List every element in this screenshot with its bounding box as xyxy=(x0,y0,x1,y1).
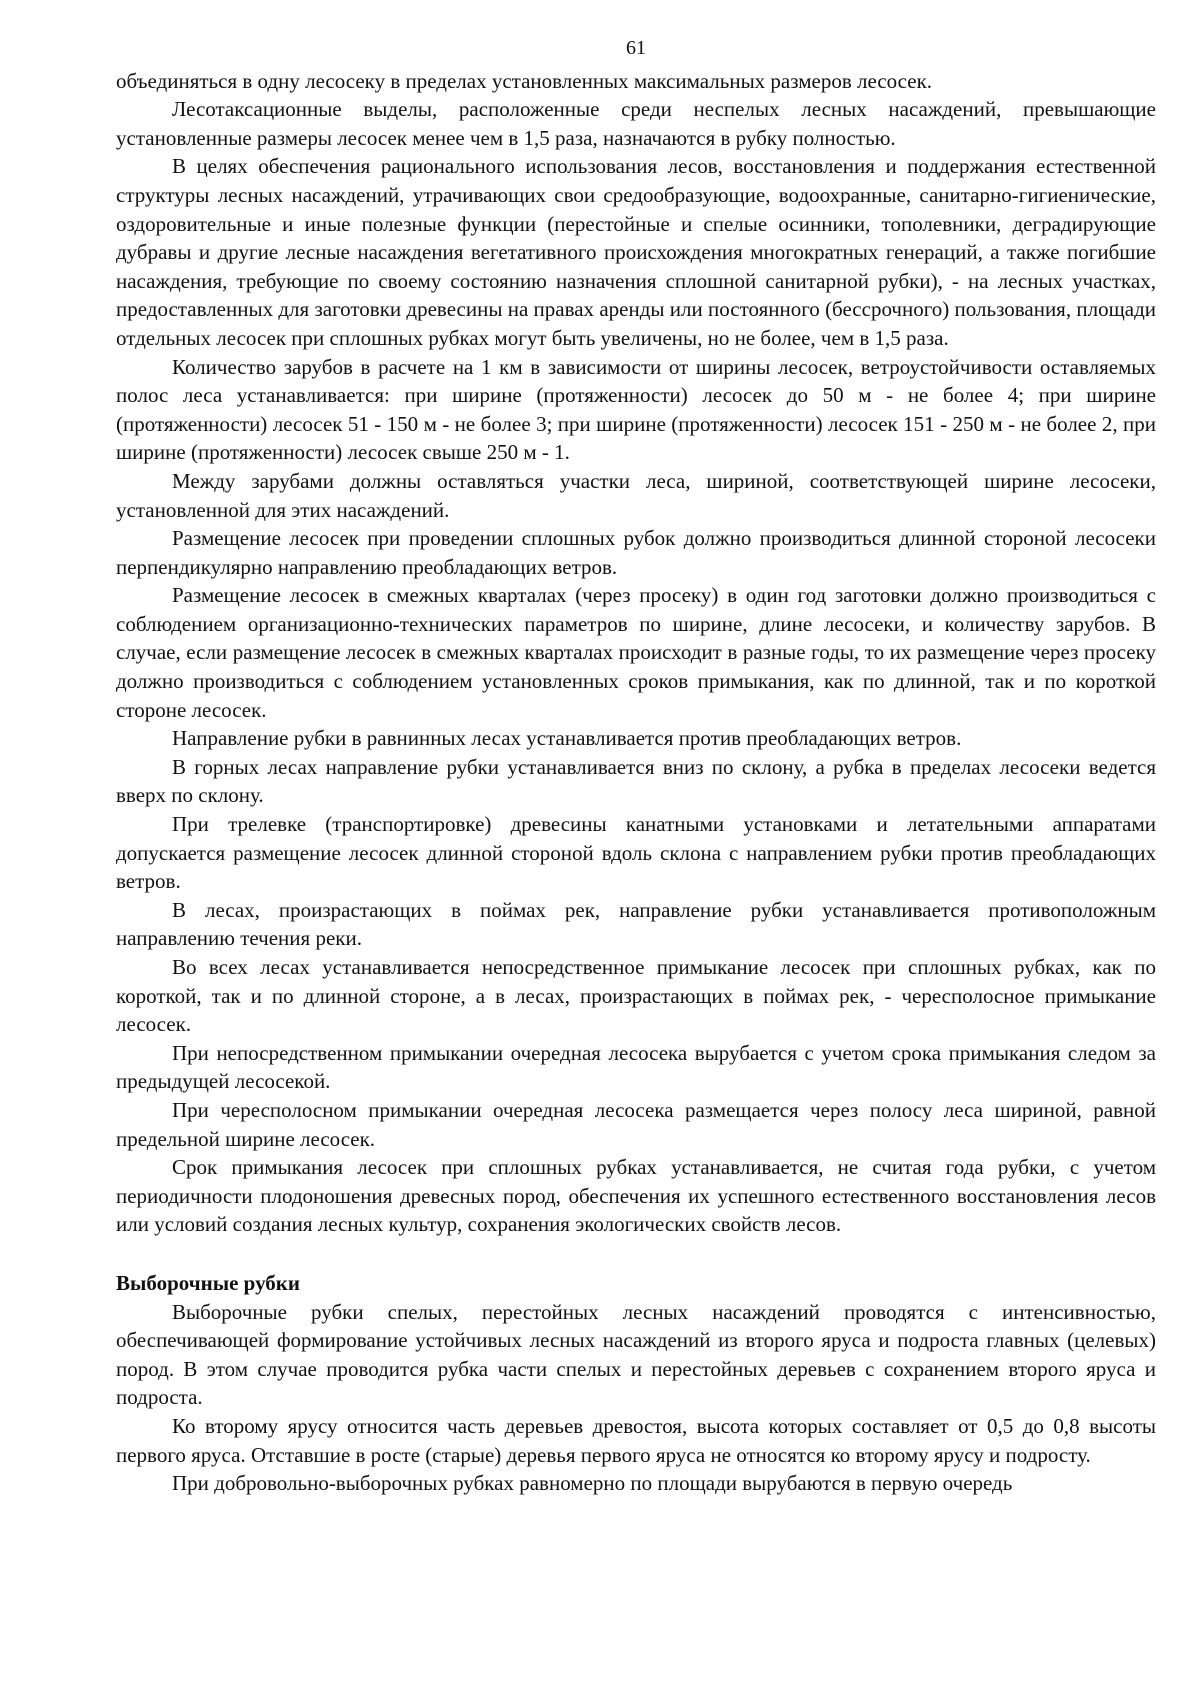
paragraph: Размещение лесосек в смежных кварталах (через просеку) в один год заготовки должно производиться с соблюдением организационно-технических параметров по ширине, длине лесосеки, и количеству зарубов. В случае, если размещение лесосек в смежных кварталах происходит в разные годы, то их размещение через просеку должно производиться с соблюдением установленных сроков примыкания, как по длинной, так и по короткой стороне лесосек. xyxy=(116,583,1156,722)
section-heading: Выборочные рубки xyxy=(116,1270,300,1295)
paragraph: При чересполосном примыкании очередная лесосека размещается через полосу леса шириной, равной предельной ширине лесосек. xyxy=(116,1097,1156,1151)
section-body-1 xyxy=(116,67,1156,1239)
paragraph: Во всех лесах устанавливается непосредственное примыкание лесосек при сплошных рубках, как по короткой, так и по длинной стороне, а в лесах, произрастающих в поймах рек, - чересполосное примыкание лесосек. xyxy=(116,955,1156,1037)
paragraph: Лесотаксационные выделы, расположенные среди неспелых лесных насаждений, превышающие установленные размеры лесосек менее чем в 1,5 раза, назначаются в рубку полностью. xyxy=(116,97,1156,150)
paragraph: Ко второму ярусу относится часть деревьев древостоя, высота которых составляет от 0,5 до 0,8 высоты первого яруса. Отставшие в росте (старые) деревья первого яруса не относятся ко второму ярусу и подросту. xyxy=(116,1413,1156,1467)
paragraph: объединяться в одну лесосеку в пределах установленных максимальных размеров лесосек. xyxy=(116,68,933,93)
paragraph: При трелевке (транспортировке) древесины канатными установками и летательными аппаратами допускается размещение лесосек длинной стороной вдоль склона с направлением рубки против преобладающих ветров. xyxy=(116,812,1156,894)
section-body-2 xyxy=(116,1298,1156,1498)
paragraph: Направление рубки в равнинных лесах устанавливается против преобладающих ветров. xyxy=(172,726,962,751)
page-number: 61 xyxy=(626,37,646,59)
paragraph: В горных лесах направление рубки устанавливается вниз по склону, а рубка в пределах лесосеки ведется вверх по склону. xyxy=(116,754,1156,808)
paragraph: При непосредственном примыкании очередная лесосека вырубается с учетом срока примыкания следом за предыдущей лесосекой. xyxy=(116,1040,1156,1094)
paragraph: В лесах, произрастающих в поймах рек, направление рубки устанавливается противоположным направлению течения реки. xyxy=(116,897,1156,951)
document-page xyxy=(116,34,1156,1498)
paragraph: Выборочные рубки спелых, перестойных лесных насаждений проводятся с интенсивностью, обеспечивающей формирование устойчивых лесных насаждений из второго яруса и подроста главных (целевых) пород. В этом случае проводится рубка части спелых и перестойных деревьев с сохранением второго яруса и подроста. xyxy=(116,1299,1156,1410)
paragraph: Размещение лесосек при проведении сплошных рубок должно производиться длинной стороной лесосеки перпендикулярно направлению преобладающих ветров. xyxy=(116,526,1156,579)
paragraph: В целях обеспечения рационального использования лесов, восстановления и поддержания естественной структуры лесных насаждений, утрачивающих свои средообразующие, водоохранные, санитарно-гигиенические, оздоровительные и иные полезные функции (перестойные и спелые осинники, тополевники, деградирующие дубравы и другие лесные насаждения вегетативного происхождения многократных генераций, а также погибшие насаждения, требующие по своему состоянию назначения сплошной санитарной рубки), - на лесных участках, предоставленных для заготовки древесины на правах аренды или постоянного (бессрочного) пользования, площади отдельных лесосек при сплошных рубках могут быть увеличены, но не более, чем в 1,5 раза. xyxy=(116,154,1156,350)
paragraph: Между зарубами должны оставляться участки леса, шириной, соответствующей ширине лесосеки, установленной для этих насаждений. xyxy=(116,468,1156,522)
paragraph: Срок примыкания лесосек при сплошных рубках устанавливается, не считая года рубки, с учетом периодичности плодоношения древесных пород, обеспечения их успешного естественного восстановления лесов или условий создания лесных культур, сохранения экологических свойств лесов. xyxy=(116,1155,1156,1237)
paragraph: Количество зарубов в расчете на 1 км в зависимости от ширины лесосек, ветроустойчивости оставляемых полос леса устанавливается: при ширине (протяженности) лесосек до 50 м - не более 4; при ширине (протяженности) лесосек 51 - 150 м - не более 3; при ширине (протяженности) лесосек 151 - 250 м - не более 2, при ширине (протяженности) лесосек свыше 250 м - 1. xyxy=(116,354,1156,465)
paragraph: При добровольно-выборочных рубках равномерно по площади вырубаются в первую очередь xyxy=(172,1471,1013,1496)
